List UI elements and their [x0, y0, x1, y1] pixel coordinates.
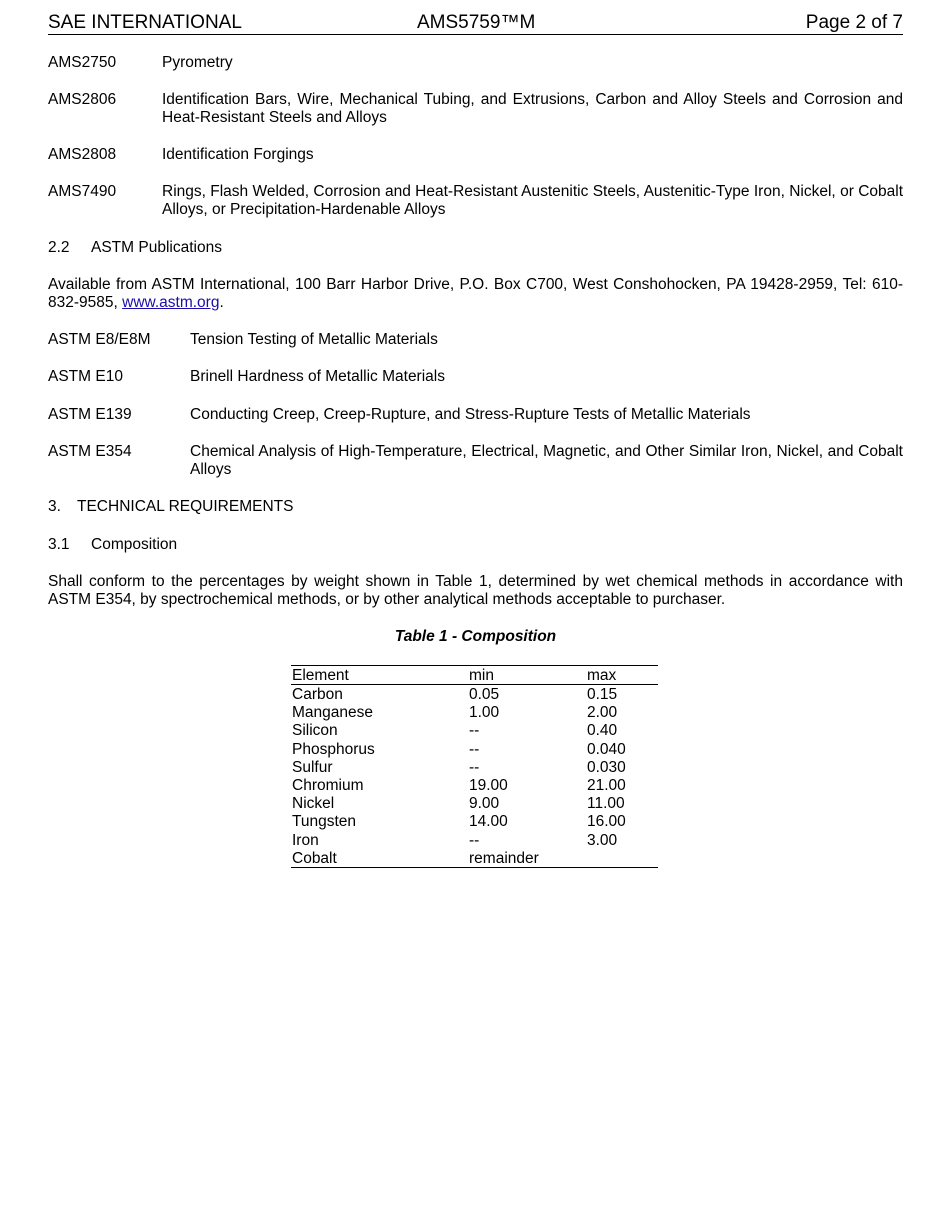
astm-website-link[interactable]: www.astm.org — [122, 294, 220, 311]
table-row — [291, 776, 658, 794]
reference-code: ASTM E8/E8M — [48, 331, 151, 348]
reference-astm-e10 — [48, 368, 903, 386]
availability-suffix: . — [219, 294, 224, 311]
reference-title: Tension Testing of Metallic Materials — [190, 331, 438, 348]
header-org: SAE INTERNATIONAL — [48, 12, 242, 33]
section-number: 3. — [48, 498, 61, 515]
cell-max: 21.00 — [587, 776, 626, 794]
table-row — [291, 740, 658, 758]
composition-table — [291, 665, 658, 868]
table-row — [291, 703, 658, 721]
section-title: TECHNICAL REQUIREMENTS — [77, 498, 294, 515]
cell-min: 9.00 — [469, 795, 500, 813]
section-heading-3 — [48, 498, 293, 516]
header-page-number: Page 2 of 7 — [805, 12, 903, 33]
cell-element: Iron — [292, 831, 319, 849]
cell-max: 11.00 — [587, 795, 625, 813]
table-row — [291, 721, 658, 739]
reference-astm-e8 — [48, 331, 903, 349]
header-max: max — [587, 667, 617, 684]
reference-ams2806 — [48, 91, 903, 127]
cell-max: 2.00 — [587, 704, 618, 722]
cell-element: Manganese — [292, 704, 374, 722]
table-header-row — [291, 666, 658, 685]
reference-ams7490 — [48, 183, 903, 219]
availability-text: Available from ASTM International, 100 Barr Harbor Drive, P.O. Box C700, West Conshohocken, PA 19428-2959, Tel: 610-832-9585, — [48, 276, 903, 311]
header-min: min — [469, 667, 494, 684]
reference-astm-e139 — [48, 406, 903, 424]
composition-paragraph: Shall conform to the percentages by weight shown in Table 1, determined by wet chemical methods in accordance with ASTM E354, by spectrochemical methods, or by other analytical methods acceptable to purchaser. — [48, 573, 903, 608]
header-element: Element — [292, 667, 349, 684]
cell-max: 0.040 — [587, 740, 626, 758]
cell-max: 3.00 — [587, 831, 618, 849]
cell-min: 0.05 — [469, 686, 500, 703]
cell-min: 19.00 — [469, 776, 508, 794]
cell-element: Carbon — [292, 686, 343, 703]
reference-code: AMS2806 — [48, 91, 117, 108]
cell-min: 14.00 — [469, 813, 508, 831]
reference-code: AMS2750 — [48, 54, 117, 71]
section-heading-2-2 — [48, 239, 222, 257]
table-row — [291, 794, 658, 812]
header-spec-number: AMS5759™M — [417, 12, 536, 33]
reference-title: Pyrometry — [162, 54, 233, 71]
section-number: 3.1 — [48, 536, 70, 553]
table-row — [291, 831, 658, 849]
cell-min: 1.00 — [469, 704, 500, 722]
reference-code: ASTM E10 — [48, 368, 123, 385]
reference-title: Brinell Hardness of Metallic Materials — [190, 368, 445, 385]
cell-max: 0.40 — [587, 722, 618, 740]
cell-element: Silicon — [292, 722, 338, 740]
reference-title: Identification Bars, Wire, Mechanical Tubing, and Extrusions, Carbon and Alloy Steels and Corrosion and Heat-Resistant Steels and Alloys — [162, 91, 903, 126]
reference-ams2808 — [48, 146, 903, 164]
cell-element: Cobalt — [292, 849, 337, 867]
astm-availability-paragraph — [48, 276, 903, 312]
reference-title: Identification Forgings — [162, 146, 314, 163]
reference-title: Rings, Flash Welded, Corrosion and Heat-Resistant Austenitic Steels, Austenitic-Type Iron, Nickel, or Cobalt Alloys, or Precipitation-Hardenable Alloys — [162, 183, 903, 218]
cell-element: Tungsten — [292, 813, 357, 831]
reference-code: AMS7490 — [48, 183, 117, 200]
table-row — [291, 849, 658, 867]
table-row — [291, 758, 658, 776]
cell-element: Phosphorus — [292, 740, 375, 758]
cell-element: Sulfur — [292, 758, 333, 776]
section-title: ASTM Publications — [91, 239, 222, 256]
section-number: 2.2 — [48, 239, 70, 256]
cell-max: 0.030 — [587, 758, 626, 776]
table-row — [291, 685, 658, 703]
reference-code: ASTM E354 — [48, 443, 132, 460]
cell-min: -- — [469, 831, 480, 849]
section-heading-3-1 — [48, 536, 177, 554]
cell-min: -- — [469, 758, 480, 776]
reference-ams2750 — [48, 54, 903, 72]
cell-max: 0.15 — [587, 686, 618, 703]
reference-astm-e354 — [48, 443, 903, 479]
cell-min: -- — [469, 740, 480, 758]
reference-title: Chemical Analysis of High-Temperature, Electrical, Magnetic, and Other Similar Iron, Nickel, and Cobalt Alloys — [190, 443, 903, 478]
cell-max: 16.00 — [587, 813, 626, 831]
table-caption: Table 1 - Composition — [394, 628, 557, 645]
reference-title: Conducting Creep, Creep-Rupture, and Stress-Rupture Tests of Metallic Materials — [190, 406, 751, 423]
section-title: Composition — [91, 536, 178, 553]
reference-code: ASTM E139 — [48, 406, 132, 423]
reference-code: AMS2808 — [48, 146, 117, 163]
cell-element: Nickel — [292, 795, 335, 813]
table-row — [291, 812, 658, 830]
page-header — [48, 12, 903, 35]
cell-element: Chromium — [292, 776, 364, 794]
cell-min: remainder — [469, 849, 539, 867]
cell-min: -- — [469, 722, 480, 740]
